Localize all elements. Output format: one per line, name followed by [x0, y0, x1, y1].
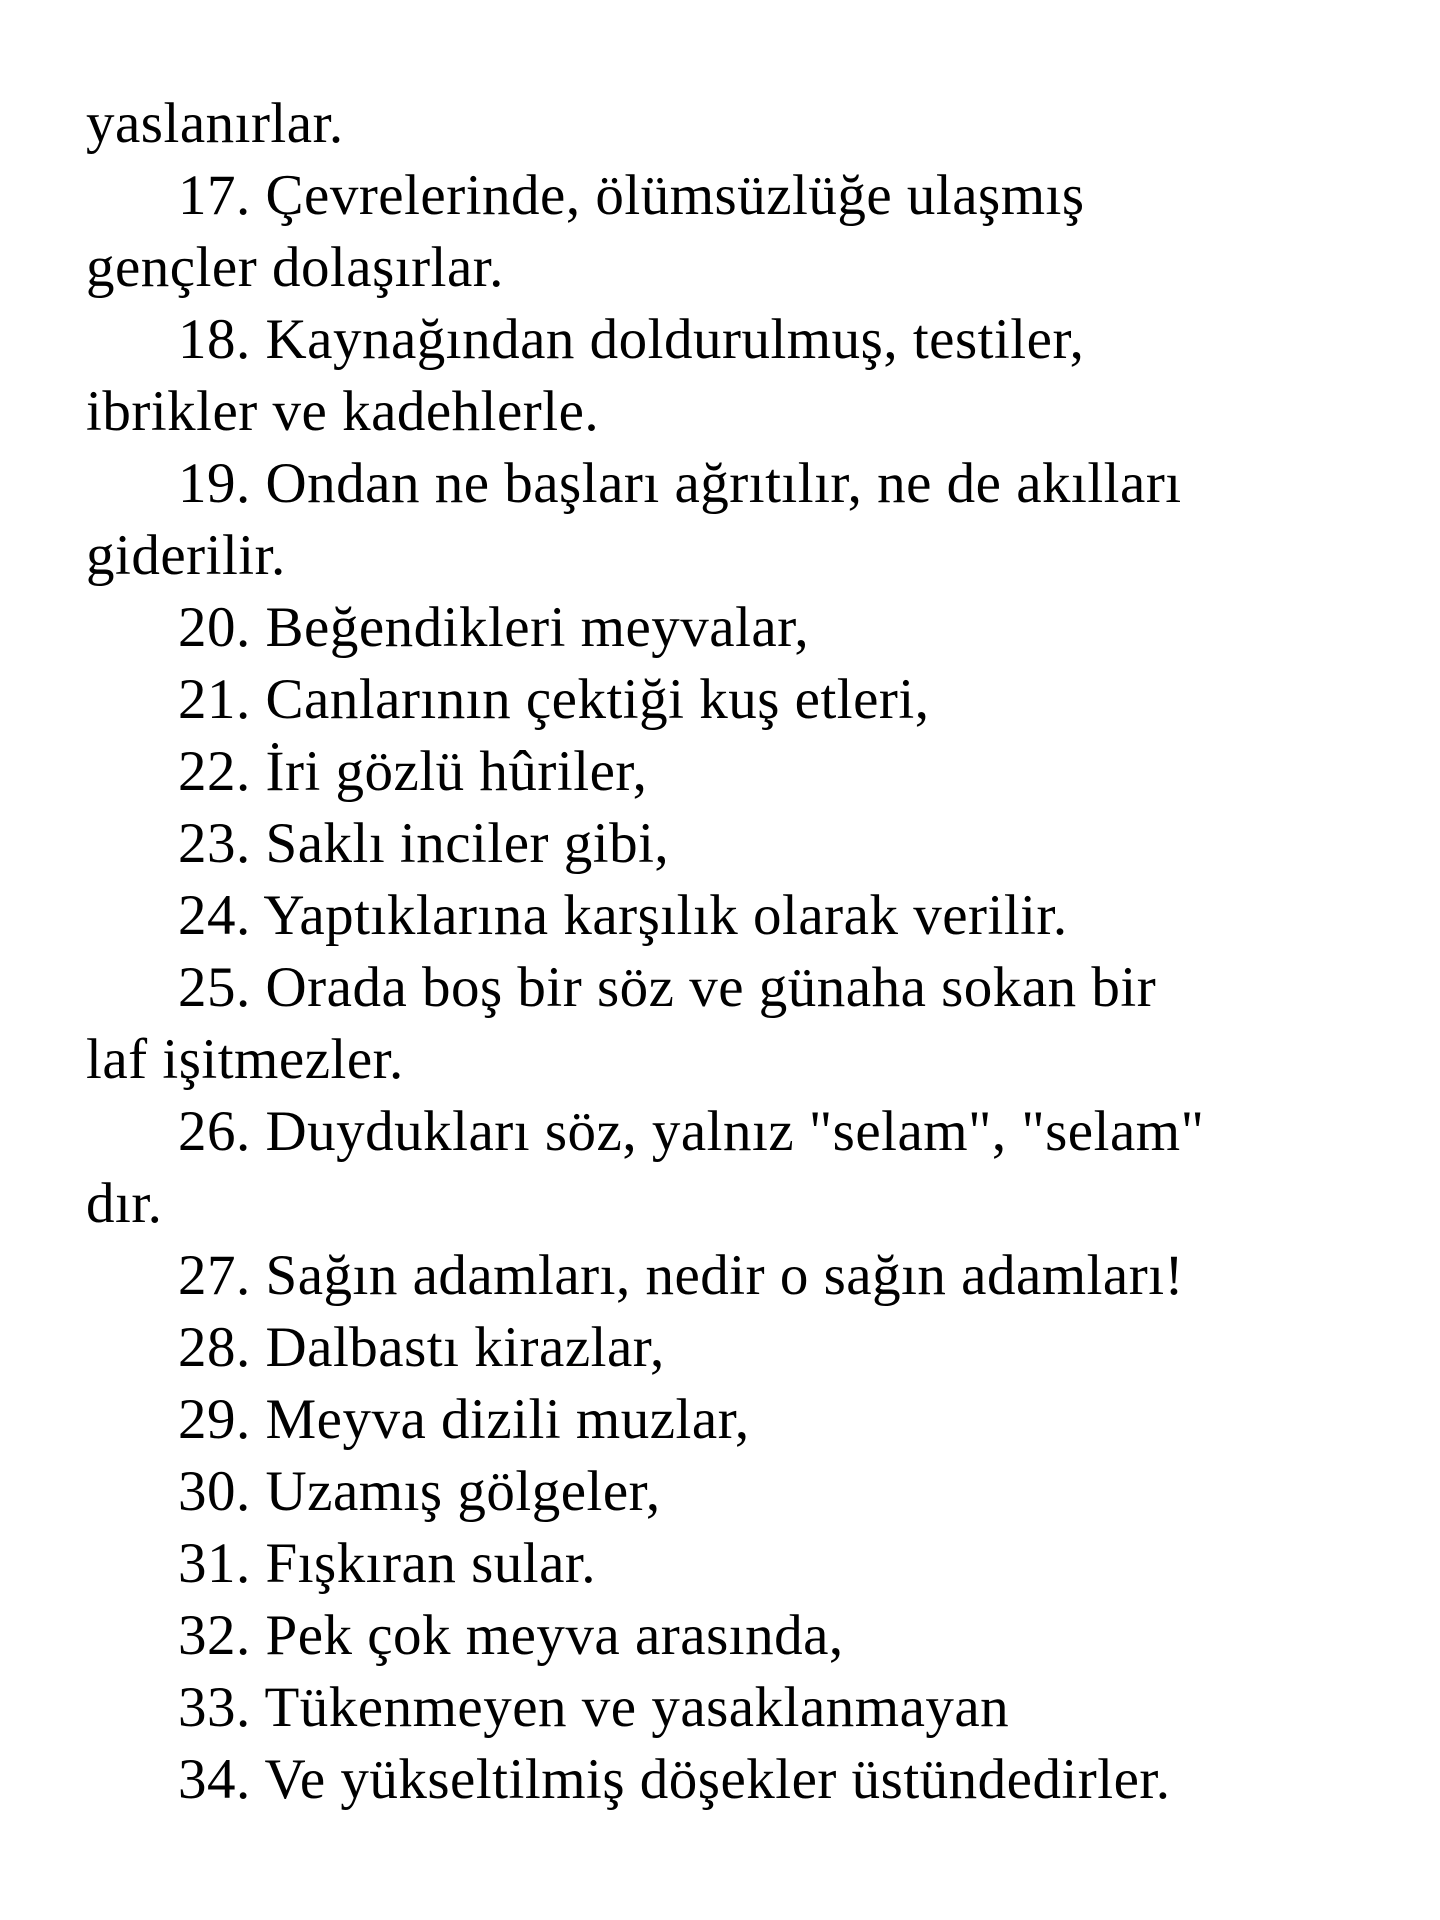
verse-line: 30. Uzamış gölgeler, — [178, 1460, 661, 1523]
verse-line: 34. Ve yükseltilmiş döşekler üstündedirler. — [178, 1748, 1171, 1811]
text-line: laf işitmezler. — [86, 1028, 404, 1091]
verse-line: 28. Dalbastı kirazlar, — [178, 1316, 665, 1379]
document-page — [86, 88, 1376, 1816]
verse-line: 27. Sağın adamları, nedir o sağın adamları! — [178, 1244, 1185, 1307]
verse-line: 23. Saklı inciler gibi, — [178, 812, 670, 875]
text-line: gençler dolaşırlar. — [86, 236, 504, 299]
verse-line: 24. Yaptıklarına karşılık olarak verilir. — [178, 884, 1068, 947]
verse-line: 21. Canlarının çektiği kuş etleri, — [178, 668, 930, 731]
verse-line: 32. Pek çok meyva arasında, — [178, 1604, 844, 1667]
text-line: yaslanırlar. — [86, 92, 344, 155]
verse-line: 25. Orada boş bir söz ve günaha sokan bir — [178, 956, 1157, 1019]
text-line: giderilir. — [86, 524, 286, 587]
verse-line: 18. Kaynağından doldurulmuş, testiler, — [178, 308, 1085, 371]
verse-line: 33. Tükenmeyen ve yasaklanmayan — [178, 1676, 1010, 1739]
verse-line: 29. Meyva dizili muzlar, — [178, 1388, 750, 1451]
verse-line: 17. Çevrelerinde, ölümsüzlüğe ulaşmış — [178, 164, 1085, 227]
verse-line: 31. Fışkıran sular. — [178, 1532, 596, 1595]
verse-line: 20. Beğendikleri meyvalar, — [178, 596, 810, 659]
verse-line: 22. İri gözlü hûriler, — [178, 740, 648, 803]
text-line: ibrikler ve kadehlerle. — [86, 380, 600, 443]
verse-line: 26. Duydukları söz, yalnız "selam", "selam" — [178, 1100, 1205, 1163]
verse-line: 19. Ondan ne başları ağrıtılır, ne de akılları — [178, 452, 1182, 515]
text-line: dır. — [86, 1172, 163, 1235]
